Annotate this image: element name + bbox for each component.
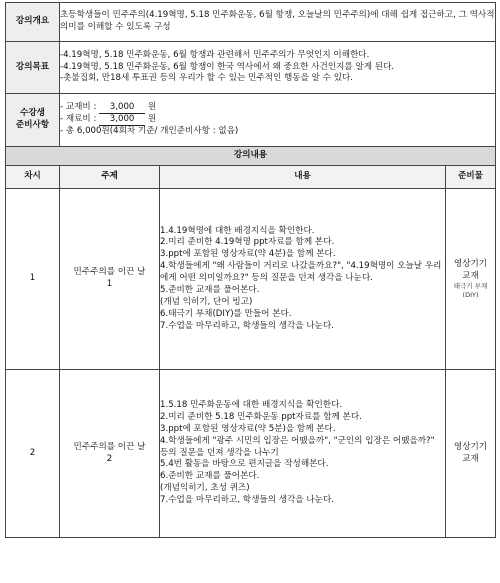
session-content (160, 370, 446, 538)
content-line: (개념 익히기, 단어 빙고) (160, 296, 253, 307)
overview-text: 초등학생들이 민주주의(4.19혁명, 5.18 민주화운동, 6월 항쟁, 오늘날의 민주주의)에 대해 쉽게 접근하고, 그 역사적 의미를 이해할 수 있도록 구성 (60, 3, 496, 42)
goals-text (60, 42, 496, 94)
session-topic-line2: 2 (106, 453, 113, 464)
content-line: 3.ppt에 포함된 영상자료(약 4분)을 함께 본다. (160, 249, 336, 260)
session-content (160, 189, 446, 370)
content-line: (개념익히기, 초성 퀴즈) (160, 483, 250, 494)
column-header-row (6, 166, 496, 189)
material-fee-label: - 교재비 : (60, 102, 97, 113)
goals-label: 강의목표 (6, 42, 60, 94)
content-line: 6.준비한 교재를 풀어본다. (160, 471, 260, 482)
column-topic: 주제 (60, 166, 160, 189)
content-line: 6.태극기 부채(DIY)를 만들어 본다. (160, 308, 292, 319)
materials-line1: 영상기기 (453, 258, 488, 269)
materials-extra2: (DIY) (462, 290, 479, 299)
materials-line1: 영상기기 (453, 441, 488, 452)
content-line: 5.준비한 교재를 풀어본다. (160, 284, 260, 295)
session-materials (446, 370, 496, 538)
supply-fee (60, 114, 495, 126)
goal-item: -4.19혁명, 5.18 민주화운동, 6월 항쟁과 관련해서 민주주의가 무엇인지 이해한다. (60, 49, 370, 60)
content-line: 2.미리 준비한 5.18 민주화운동 ppt자료를 함께 본다. (160, 411, 362, 422)
session-topic (60, 370, 160, 538)
session-number: 1 (6, 189, 60, 370)
content-line: 4.학생들에게 "왜 사람들이 거리로 나갔을까요?", "4.19혁명이 오늘날 우리에게 어떤 의미일까요?" 등의 질문을 던져 생각을 나눈다. (160, 261, 442, 284)
overview-row (6, 3, 496, 42)
content-section-title: 강의내용 (6, 147, 496, 166)
supply-fee-value: 3,000 (99, 115, 145, 125)
session-topic-line2: 1 (106, 279, 113, 289)
supply-fee-label: - 재료비 : (60, 114, 97, 125)
goal-item: -촛불집회, 만18세 투표권 등의 우리가 할 수 있는 민주적인 행동을 알 수 있다. (60, 73, 354, 84)
content-line: 1.5.18 민주화운동에 대한 배경지식을 확인한다. (160, 400, 343, 411)
supply-fee-unit: 원 (147, 114, 157, 125)
session-materials (446, 189, 496, 370)
session-topic (60, 189, 160, 370)
content-line: 7.수업을 마무리하고, 학생들의 생각을 나눈다. (160, 495, 335, 505)
total-fee: - 총 6,000원(4회차 기준/ 개인준비사항 : 없음) (60, 125, 239, 136)
goals-row (6, 42, 496, 94)
content-line: 5.4번 활동을 바탕으로 편지글을 작성해본다. (160, 459, 329, 470)
session-row (6, 189, 496, 370)
goal-item: -4.19혁명, 5.18 민주화운동, 6월 항쟁이 한국 역사에서 왜 중요한 사건인지를 알게 된다. (60, 61, 395, 72)
prep-row (6, 94, 496, 147)
content-section-row (6, 147, 496, 166)
prep-label-line2: 준비사항 (15, 120, 50, 130)
content-line: 3.ppt에 포함된 영상자료(약 5분)을 함께 본다. (160, 423, 336, 434)
column-materials: 준비물 (446, 166, 496, 189)
content-line: 1.4.19혁명에 대한 배경지식을 확인한다. (160, 225, 315, 236)
material-fee (60, 102, 495, 114)
material-fee-value: 3,000 (99, 103, 145, 113)
session-topic-line1: 민주주의를 이끈 날 (73, 267, 146, 278)
materials-line2: 교재 (462, 453, 479, 464)
prep-label-line1: 수강생 (20, 108, 45, 119)
session-row (6, 370, 496, 538)
column-session: 차시 (6, 166, 60, 189)
materials-extra1: 태극기 부채 (453, 282, 488, 291)
prep-text (60, 94, 496, 147)
material-fee-unit: 원 (147, 102, 157, 113)
column-content: 내용 (160, 166, 446, 189)
content-line: 2.미리 준비한 4.19혁명 ppt자료를 함께 본다. (160, 237, 335, 248)
content-line: 4.학생들에게 "광주 시민의 입장은 어땠을까", "군인의 입장은 어땠을까?" 등의 질문을 던져 생각을 나누기 (160, 435, 435, 458)
session-topic-line1: 민주주의를 이끈 날 (73, 441, 146, 452)
content-line: 7.수업을 마무리하고, 학생들의 생각을 나눈다. (160, 320, 335, 331)
overview-label: 강의개요 (6, 3, 60, 42)
syllabus-table (5, 2, 496, 538)
prep-label (6, 94, 60, 147)
materials-line2: 교재 (462, 270, 479, 281)
session-number: 2 (6, 370, 60, 538)
